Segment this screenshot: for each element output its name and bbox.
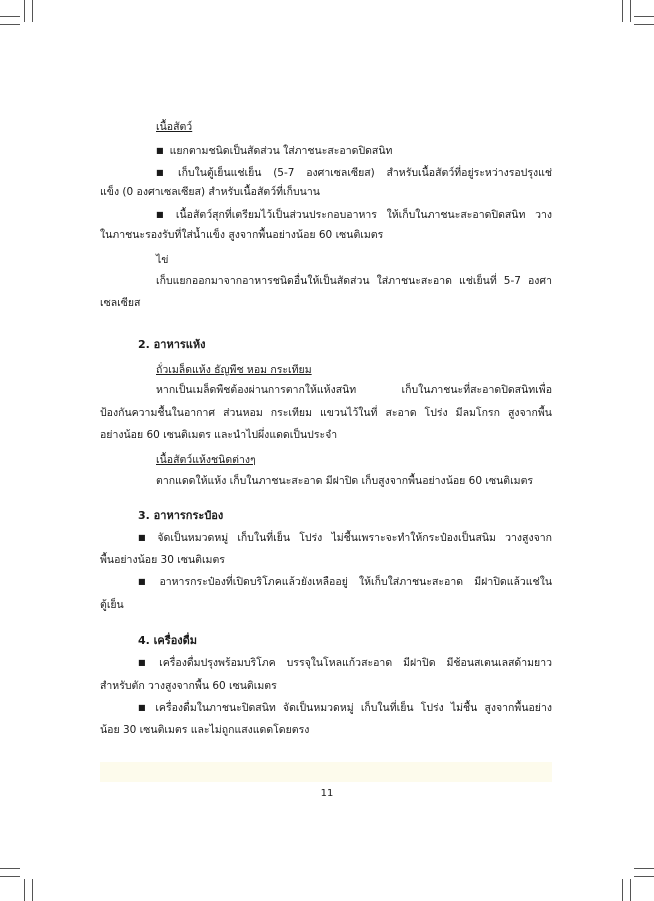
dry-food-line-2: ป้องกันความชื้นในอากาศ ส่วนหอม กระเทียม แขวนไว้ในที่ สะอาด โปร่ง มีลมโกรก สูงจากพื้น: [100, 407, 552, 419]
crop-mark: [32, 879, 33, 901]
footer-band: [100, 762, 552, 782]
egg-line-1: เก็บแยกออกมาจากอาหารชนิดอื่นให้เป็นสัดส่วน ใส่ภาชนะสะอาด แช่เย็นที่ 5-7 องศา: [156, 275, 552, 287]
dried-meat-line: ตากแดดให้แห้ง เก็บในภาชนะสะอาด มีฝาปิด เก็บสูงจากพื้นอย่างน้อย 60 เซนติเมตร: [156, 475, 534, 487]
crop-mark: [634, 868, 654, 869]
drinks-bullet-1: ■ เครื่องดื่มปรุงพร้อมบริโภค บรรจุในโหลแก้วสะอาด มีฝาปิด มีช้อนสเตนเลสด้ามยาว: [138, 656, 552, 671]
page-number: 11: [320, 788, 334, 799]
egg-line-2: เซลเซียส: [100, 297, 141, 309]
drinks-bullet-1-cont: สำหรับตัก วางสูงจากพื้น 60 เซนติเมตร: [100, 680, 277, 692]
drinks-bullet-2-cont: น้อย 30 เซนติเมตร และไม่ถูกแสงแดดโดยตรง: [100, 724, 310, 736]
crop-mark: [622, 0, 623, 22]
drinks-heading: 4. เครื่องดื่ม: [138, 634, 198, 647]
crop-mark: [622, 879, 623, 901]
meat-heading: เนื้อสัตว์: [156, 121, 193, 133]
meat-bullet-3: ■ เนื้อสัตว์สุกที่เตรียมไว้เป็นส่วนประกอบอาหาร ให้เก็บในภาชนะสะอาดปิดสนิท วาง: [156, 208, 552, 223]
dry-food-line-3: อย่างน้อย 60 เซนติเมตร และนำไปผึ่งแดดเป็นประจำ: [100, 429, 338, 441]
canned-bullet-2-cont: ตู้เย็น: [100, 599, 124, 611]
crop-mark: [24, 879, 25, 901]
canned-food-heading: 3. อาหารกระป๋อง: [138, 509, 224, 522]
canned-bullet-1: ■ จัดเป็นหมวดหมู่ เก็บในที่เย็น โปร่ง ไม่ชื้นเพราะจะทำให้กระป๋องเป็นสนิม วางสูงจาก: [138, 531, 552, 546]
crop-mark: [634, 16, 654, 17]
crop-mark: [630, 879, 631, 901]
crop-mark: [630, 0, 631, 22]
crop-mark: [634, 876, 654, 877]
canned-bullet-2: ■ อาหารกระป๋องที่เปิดบริโภคแล้วยังเหลืออยู่ ให้เก็บใส่ภาชนะสะอาด มีฝาปิดแล้วแช่ใน: [138, 575, 552, 590]
crop-mark: [24, 0, 25, 22]
dry-food-heading: 2. อาหารแห้ง: [138, 338, 206, 351]
dry-food-line-1: หากเป็นเมล็ดพืชต้องผ่านการตากให้แห้งสนิท เก็บในภาชนะที่สะอาดปิดสนิทเพื่อ: [156, 384, 552, 396]
meat-bullet-2-cont: แข็ง (0 องศาเซลเซียส) สำหรับเนื้อสัตว์ที่เก็บนาน: [100, 186, 320, 198]
crop-mark: [32, 0, 33, 22]
egg-heading: ไข่: [156, 254, 169, 266]
crop-mark: [0, 868, 20, 869]
meat-bullet-3-cont: ในภาชนะรองรับที่ใส่น้ำแข็ง สูงจากพื้นอย่างน้อย 60 เซนติเมตร: [100, 229, 384, 241]
meat-bullet-2: ■ เก็บในตู้เย็นแช่เย็น (5-7 องศาเซลเซียส) สำหรับเนื้อสัตว์ที่อยู่ระหว่างรอปรุงแช่: [156, 166, 552, 181]
drinks-bullet-2: ■ เครื่องดื่มในภาชนะปิดสนิท จัดเป็นหมวดหมู่ เก็บในที่เย็น โปร่ง ไม่ชื้น สูงจากพื้นอย่าง: [138, 701, 552, 716]
canned-bullet-1-cont: พื้นอย่างน้อย 30 เซนติเมตร: [100, 554, 225, 566]
crop-mark: [0, 16, 20, 17]
crop-mark: [634, 24, 654, 25]
crop-mark: [0, 24, 20, 25]
dried-meat-sub: เนื้อสัตว์แห้งชนิดต่างๆ: [156, 454, 256, 466]
meat-bullet-1: ■ แยกตามชนิดเป็นสัดส่วน ใส่ภาชนะสะอาดปิดสนิท: [156, 144, 392, 159]
crop-mark: [0, 876, 20, 877]
dry-food-sub: ถั่วเมล็ดแห้ง ธัญพืช หอม กระเทียม: [156, 364, 312, 376]
